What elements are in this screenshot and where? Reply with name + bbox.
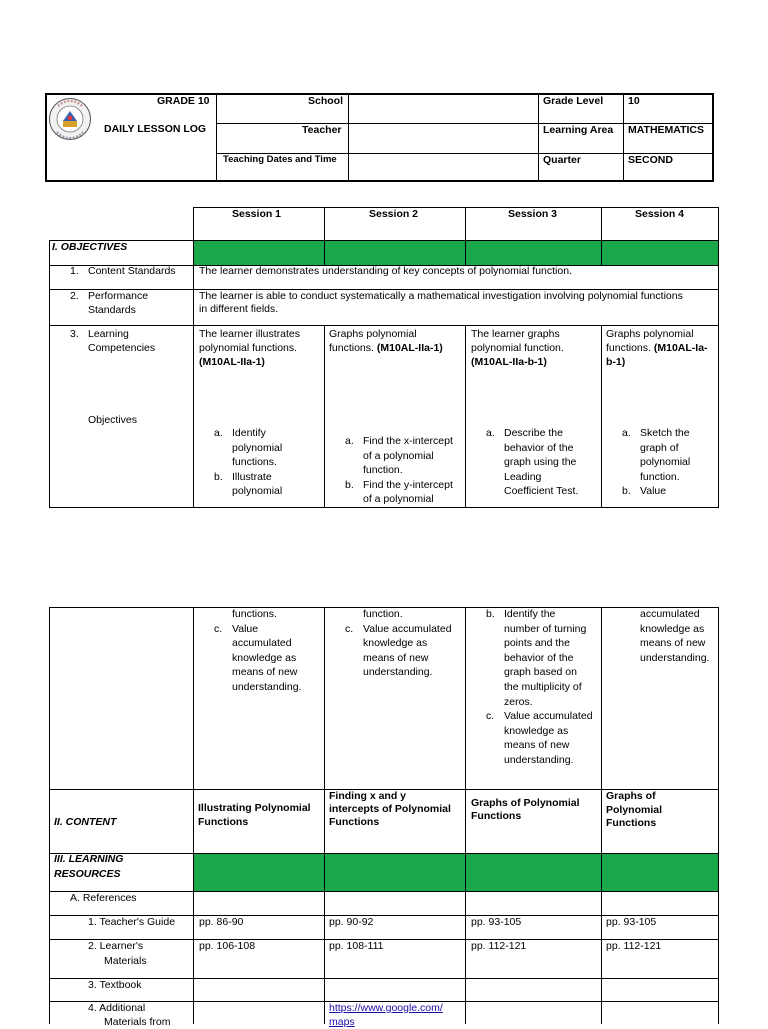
objective-marker: b.: [345, 478, 354, 491]
learners-materials-s2: pp. 108-111: [329, 940, 384, 952]
objectives-s2-page2: [345, 607, 452, 680]
objective-line: behavior of the: [504, 441, 574, 454]
objective-line: the multiplicity of: [504, 680, 582, 693]
objective-marker: b.: [622, 485, 631, 498]
learning-competencies-num: 3.: [70, 328, 79, 340]
objective-line: Find the x-intercept: [363, 435, 453, 447]
daily-lesson-log-title: DAILY LESSON LOG: [104, 123, 207, 135]
performance-standards-text-2: in different fields.: [199, 303, 279, 315]
school-field[interactable]: [350, 95, 536, 122]
additional-materials-link[interactable]: [329, 1001, 443, 1029]
competency-s1-line-2: polynomial functions.: [199, 342, 298, 354]
content-s3: Graphs of Polynomial Functions: [471, 797, 580, 822]
objective-line: Leading: [504, 470, 542, 483]
objective-marker: a.: [214, 427, 223, 439]
objective-marker: a.: [486, 427, 495, 439]
objective-item: [622, 607, 709, 665]
objectives-s1-page2: [214, 607, 301, 695]
session-4-header: Session 4: [635, 208, 685, 220]
objective-line: Value accumulated: [504, 710, 593, 723]
learning-resources-heading: III. LEARNING RESOURCES: [54, 853, 124, 880]
objective-line: Identify: [232, 427, 266, 439]
competency-s4-code: (M10AL-Ia-: [653, 342, 708, 354]
competency-s2-code: (M10AL-IIa-1): [376, 342, 443, 354]
objective-line: understanding.: [232, 680, 302, 693]
objective-marker: a.: [622, 427, 631, 439]
teachers-guide-s4: pp. 93-105: [606, 916, 657, 928]
objective-item: [214, 607, 301, 622]
learning-area-label: Learning Area: [543, 124, 614, 136]
learning-competencies-label-2: Competencies: [88, 342, 156, 354]
objective-line: Illustrate: [232, 470, 272, 483]
grade-level-value: 10: [628, 95, 640, 107]
content-s1: Illustrating Polynomial Functions: [198, 802, 311, 828]
objective-line: graph of: [640, 441, 679, 454]
objective-line: knowledge as: [640, 622, 705, 635]
session-1-header: Session 1: [232, 208, 282, 220]
performance-standards-label-2: Standards: [88, 304, 136, 316]
objective-marker: c.: [345, 622, 354, 635]
objective-line: of a polynomial: [363, 449, 434, 462]
performance-standards-num: 2.: [70, 290, 79, 302]
performance-standards-label-1: Performance: [88, 290, 149, 302]
learning-area-value: MATHEMATICS: [628, 124, 705, 136]
objective-line: means of new: [640, 637, 706, 650]
objective-line: means of new: [363, 651, 429, 664]
teachers-guide-s1: pp. 86-90: [199, 916, 244, 928]
objective-item: [345, 622, 452, 680]
objective-line: accumulated: [640, 608, 700, 620]
objective-item: [622, 426, 690, 484]
learners-materials-s1: pp. 106-108: [199, 940, 256, 952]
objectives-s4-page1: [622, 426, 690, 499]
objective-line: functions.: [232, 456, 277, 469]
objective-item: [345, 478, 453, 507]
objective-line: understanding.: [640, 651, 710, 664]
competency-s2-line-1: Graphs polynomial: [329, 328, 417, 340]
teachers-guide-label: 1. Teacher's Guide: [88, 916, 176, 928]
objectives-heading: I. OBJECTIVES: [52, 241, 128, 253]
objective-marker: b.: [214, 470, 223, 483]
performance-standards-text-1: The learner is able to conduct systematically a mathematical investigation involving polynomial functions: [199, 290, 683, 302]
textbook-label: 3. Textbook: [88, 979, 142, 991]
objective-line: polynomial: [232, 441, 283, 454]
objectives-s4-page2: [622, 607, 709, 665]
teacher-field[interactable]: [350, 125, 536, 152]
objective-item: [345, 434, 453, 478]
content-s2: Finding x and y intercepts of Polynomial Functions: [329, 790, 451, 828]
competency-s3-line-1: The learner graphs: [471, 328, 560, 340]
objective-item: [214, 622, 301, 695]
objective-line: function.: [363, 608, 403, 620]
content-heading: II. CONTENT: [54, 816, 117, 828]
learning-competencies-label-1: Learning: [88, 328, 129, 340]
learners-materials-s3: pp. 112-121: [471, 940, 527, 952]
objective-line: Value: [232, 622, 259, 635]
objective-item: [345, 607, 452, 622]
objective-marker: c.: [214, 622, 223, 635]
objective-line: functions.: [232, 608, 277, 620]
objectives-s3-page1: [486, 426, 578, 499]
google-maps-link[interactable]: https://www.google.com/ maps: [329, 1002, 443, 1028]
session-3-header: Session 3: [508, 208, 558, 220]
objective-line: understanding.: [504, 753, 574, 766]
objective-line: means of new: [504, 739, 570, 752]
objective-item: [622, 484, 690, 499]
objective-marker: c.: [486, 710, 495, 723]
teachers-guide-s2: pp. 90-92: [329, 916, 374, 928]
teaching-dates-field[interactable]: [350, 155, 536, 181]
objective-item: [486, 426, 578, 499]
teaching-dates-label: Teaching Dates and Time: [223, 154, 337, 165]
objective-line: zeros.: [504, 695, 533, 708]
objective-item: [486, 709, 593, 767]
objective-line: Value accumulated: [363, 622, 452, 635]
competency-s1-code: (M10AL-IIa-1): [199, 356, 265, 368]
objective-line: behavior of the: [504, 651, 574, 664]
competency-s1-line-1: The learner illustrates: [199, 328, 300, 340]
objective-line: function.: [363, 464, 403, 477]
teachers-guide-s3: pp. 93-105: [471, 916, 522, 928]
additional-materials-label-2: Materials from: [104, 1016, 171, 1028]
content-standards-label: Content Standards: [88, 265, 176, 277]
session-2-header: Session 2: [369, 208, 419, 220]
content-standards-text: The learner demonstrates understanding of key concepts of polynomial function.: [199, 265, 572, 277]
objective-line: knowledge as: [363, 637, 428, 650]
objective-marker: a.: [345, 435, 354, 447]
objective-line: of a polynomial: [363, 493, 434, 506]
objectives-s3-page2: [486, 607, 593, 768]
grade-level-label: Grade Level: [543, 95, 604, 107]
objective-line: polynomial: [640, 456, 691, 469]
objective-line: understanding.: [363, 666, 433, 679]
learners-materials-label-2: Materials: [104, 955, 147, 967]
objective-line: accumulated: [232, 637, 292, 650]
learners-materials-s4: pp. 112-121: [606, 940, 662, 952]
objective-line: Sketch the: [640, 427, 690, 439]
objective-marker: b.: [486, 608, 495, 620]
teacher-label: Teacher: [302, 124, 342, 136]
competency-s3-code: (M10AL-IIa-b-1): [471, 356, 547, 368]
objective-line: Coefficient Test.: [504, 485, 579, 498]
objective-line: knowledge as: [232, 651, 297, 664]
objective-line: number of turning: [504, 622, 587, 635]
competency-s4-line-1: Graphs polynomial: [606, 328, 694, 340]
content-s4: Graphs of Polynomial Functions: [606, 790, 663, 829]
competency-s2-line-2: functions. (M10AL-IIa-1): [329, 342, 443, 354]
objective-line: Value: [640, 485, 667, 498]
quarter-value: SECOND: [628, 154, 673, 166]
objectives-s2-page1: [345, 434, 453, 507]
competency-s3-line-2: polynomial function.: [471, 342, 564, 354]
competency-s4-code-2: b-1): [606, 356, 626, 368]
objective-line: means of new: [232, 666, 298, 679]
objectives-s1-page1: [214, 426, 282, 499]
objectives-label: Objectives: [88, 414, 138, 426]
objective-line: graph based on: [504, 666, 577, 679]
objective-line: polynomial: [232, 485, 283, 498]
quarter-label: Quarter: [543, 154, 581, 166]
objective-item: [486, 607, 593, 709]
grade-label: GRADE 10: [157, 95, 210, 107]
references-label: A. References: [70, 892, 137, 904]
content-standards-num: 1.: [70, 265, 79, 277]
school-label: School: [308, 95, 344, 107]
objective-line: points and the: [504, 637, 570, 650]
objective-line: Identify the: [504, 608, 556, 620]
learners-materials-label-1: 2. Learner's: [88, 940, 144, 952]
competency-s4-line-2: functions. (M10AL-Ia-: [606, 342, 708, 354]
objective-item: [214, 470, 282, 499]
deped-seal-icon: [48, 97, 92, 141]
objective-line: function.: [640, 470, 680, 483]
objective-line: Describe the: [504, 427, 563, 439]
objective-line: graph using the: [504, 456, 577, 469]
additional-materials-label-1: 4. Additional: [88, 1002, 146, 1014]
objective-line: knowledge as: [504, 724, 569, 737]
objective-item: [214, 426, 282, 470]
objective-line: Find the y-intercept: [363, 478, 453, 491]
